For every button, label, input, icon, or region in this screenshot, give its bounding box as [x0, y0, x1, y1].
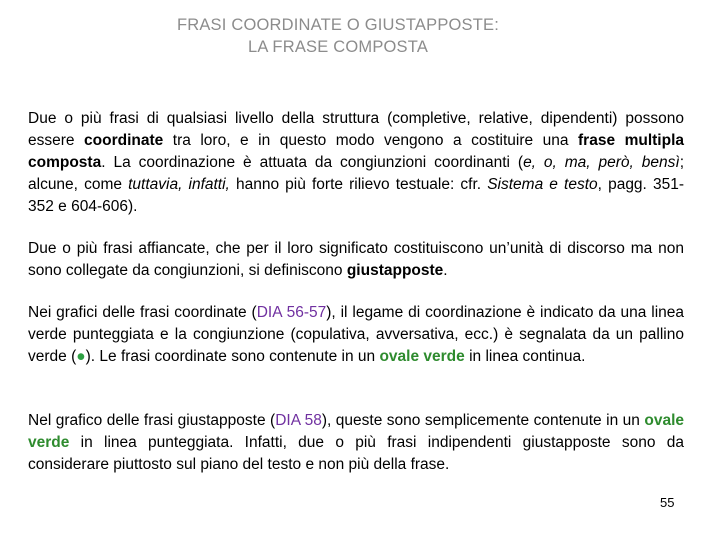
p2-bold-giustapposte: giustapposte	[346, 262, 444, 279]
page-number: 55	[660, 495, 675, 510]
p3-text-2: ), il legame di coordinazione è indicato da una linea verde punteggiata e la congiunzione (copulativa, avversativa, ecc.) è segnalata da un pallino verde (	[28, 304, 684, 365]
p1-text-1: Due o più frasi di qualsiasi livello della struttura (completive, relative, dipendenti) possono essere	[28, 110, 684, 149]
p3-dia-reference: DIA 56-57	[256, 304, 327, 321]
slide-title-line-2: LA FRASE COMPOSTA	[247, 38, 429, 56]
p3-text-1: Nei grafici delle frasi coordinate (	[28, 304, 257, 321]
p4-green-ovale-verde: ovale verde	[28, 412, 684, 451]
p1-bold-coordinate: coordinate	[84, 132, 164, 149]
slide-title	[0, 14, 676, 58]
p1-text-6: , pagg. 351-352 e 604-606).	[28, 176, 684, 215]
p4-text-1: Nel grafico delle frasi giustapposte (	[28, 412, 276, 429]
p2-text-1: Due o più frasi affiancate, che per il loro significato costituiscono un’unità di discorso ma non sono collegate da congiunzioni, si definiscono	[28, 240, 684, 279]
p4-text-2: ), queste sono semplicemente contenute in un	[321, 412, 645, 429]
p4-dia-reference: DIA 58	[275, 412, 322, 429]
paragraph-grafico-giustapposte	[28, 410, 684, 476]
p1-text-3: . La coordinazione è attuata da congiunzioni coordinanti (	[101, 154, 524, 171]
green-dot-icon: ●	[76, 348, 86, 365]
paragraph-grafici-coordinate	[28, 302, 684, 368]
p1-text-2: tra loro, e in questo modo vengono a costituire una	[163, 132, 579, 149]
paragraph-giustapposte	[28, 238, 684, 282]
p1-italic-conjunctions: e, o, ma, però, bensì	[523, 154, 680, 171]
slide-title-line-1: FRASI COORDINATE O GIUSTAPPOSTE:	[176, 16, 500, 34]
p3-text-3: ). Le frasi coordinate sono contenute in un	[85, 348, 380, 365]
p2-text-2: .	[443, 262, 448, 279]
paragraph-coordinate	[28, 108, 684, 218]
p4-text-3: in linea punteggiata. Infatti, due o più frasi indipendenti giustapposte sono da considerare piuttosto sul piano del testo e non più della frase.	[28, 434, 684, 473]
p1-text-5: hanno più forte rilievo testuale: cfr.	[229, 176, 488, 193]
p1-italic-tuttavia: tuttavia, infatti,	[128, 176, 230, 193]
p1-text-4: ; alcune, come	[28, 154, 684, 193]
p3-text-4: in linea continua.	[464, 348, 586, 365]
p3-green-ovale-verde: ovale verde	[379, 348, 465, 365]
p1-italic-book-title: Sistema e testo	[487, 176, 598, 193]
p1-bold-frase-multipla: frase multipla composta	[28, 132, 684, 171]
